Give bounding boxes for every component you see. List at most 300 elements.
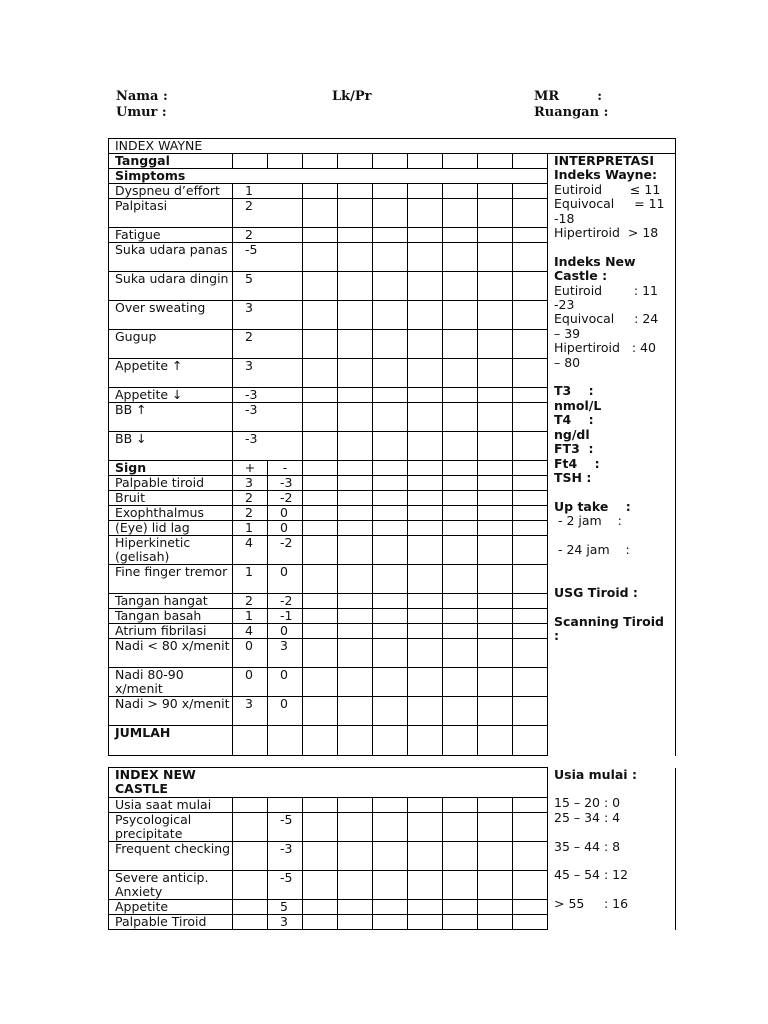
patient-name-label: Nama : — [116, 89, 168, 104]
score-entry-cell[interactable] — [513, 871, 548, 900]
score-entry-cell[interactable] — [443, 461, 478, 476]
score-entry-cell[interactable] — [443, 228, 478, 243]
score-entry-cell[interactable] — [338, 798, 373, 813]
score-entry-cell[interactable] — [478, 506, 513, 521]
score-entry-cell[interactable] — [408, 491, 443, 506]
total-label: JUMLAH — [109, 726, 233, 756]
score-entry-cell[interactable] — [478, 915, 513, 930]
newcastle-label: Frequent checking — [109, 842, 233, 871]
score-entry-cell[interactable] — [373, 521, 408, 536]
room-label: Ruangan : — [534, 105, 609, 120]
score-entry-cell[interactable] — [303, 813, 338, 842]
score-entry-cell[interactable] — [478, 359, 513, 388]
score-entry-cell[interactable] — [303, 403, 338, 432]
score-entry-cell[interactable] — [408, 871, 443, 900]
newcastle-label: Severe anticip. Anxiety — [109, 871, 233, 900]
score-entry-cell[interactable] — [373, 388, 408, 403]
score-entry-cell[interactable] — [408, 798, 443, 813]
score-entry-cell[interactable] — [443, 476, 478, 491]
score-entry-cell[interactable] — [408, 228, 443, 243]
score-entry-cell[interactable] — [443, 900, 478, 915]
score-entry-cell[interactable] — [373, 272, 408, 301]
score-entry-cell[interactable] — [338, 491, 373, 506]
score-entry-cell[interactable] — [408, 461, 443, 476]
score-entry-cell[interactable] — [408, 594, 443, 609]
usia-range-2-age: 25 – 34 — [554, 809, 601, 825]
score-entry-cell[interactable] — [443, 565, 478, 594]
usia-range-2-score: : 4 — [604, 809, 621, 825]
score-entry-cell[interactable] — [513, 506, 548, 521]
usia-range-5-score: : 16 — [604, 896, 629, 912]
interp-eutiroid-nc-range: -23 — [554, 297, 575, 313]
sign-minus-score: 0 — [268, 697, 303, 726]
score-entry-cell[interactable] — [373, 842, 408, 871]
score-entry-cell[interactable] — [478, 228, 513, 243]
score-entry-cell[interactable] — [478, 624, 513, 639]
score-entry-cell[interactable] — [408, 330, 443, 359]
score-entry-cell[interactable] — [478, 798, 513, 813]
total-cell[interactable] — [338, 726, 373, 756]
score-entry-cell[interactable] — [478, 199, 513, 228]
score-entry-cell[interactable] — [513, 536, 548, 565]
score-entry-cell[interactable] — [408, 639, 443, 668]
score-entry-cell[interactable] — [303, 536, 338, 565]
score-entry-cell[interactable] — [513, 476, 548, 491]
score-entry-cell[interactable] — [303, 388, 338, 403]
score-entry-cell[interactable] — [443, 359, 478, 388]
score-entry-cell[interactable] — [443, 668, 478, 697]
score-entry-cell[interactable] — [338, 521, 373, 536]
score-entry-cell[interactable] — [408, 624, 443, 639]
score-entry-cell[interactable] — [513, 359, 548, 388]
score-entry-cell[interactable] — [408, 565, 443, 594]
score-entry-cell[interactable] — [408, 432, 443, 461]
date-cell[interactable] — [373, 154, 408, 169]
newcastle-score: -5 — [268, 871, 303, 900]
score-entry-cell[interactable] — [443, 506, 478, 521]
score-entry-cell[interactable] — [443, 594, 478, 609]
score-entry-cell[interactable] — [513, 639, 548, 668]
interp-equivocal-nc: Equivocal : 24 — [554, 311, 659, 327]
interp-eutiroid-nc: Eutiroid : 11 — [554, 282, 658, 298]
score-entry-cell[interactable] — [478, 491, 513, 506]
sign-minus-score: -2 — [268, 491, 303, 506]
score-entry-cell[interactable] — [303, 565, 338, 594]
score-entry-cell[interactable] — [478, 432, 513, 461]
sign-plus-score: 3 — [233, 476, 268, 491]
score-entry-cell[interactable] — [408, 697, 443, 726]
score-entry-cell[interactable] — [303, 900, 338, 915]
score-entry-cell[interactable] — [443, 330, 478, 359]
usia-range-4-score: : 12 — [604, 867, 629, 883]
symptom-label: Palpitasi — [109, 199, 233, 228]
score-entry-cell[interactable] — [408, 199, 443, 228]
score-entry-cell[interactable] — [478, 403, 513, 432]
score-entry-cell[interactable] — [303, 432, 338, 461]
sign-label: Atrium fibrilasi — [109, 624, 233, 639]
score-entry-cell[interactable] — [373, 565, 408, 594]
score-entry-cell[interactable] — [443, 915, 478, 930]
score-entry-cell[interactable] — [408, 813, 443, 842]
score-entry-cell[interactable] — [513, 565, 548, 594]
sign-minus-score: 0 — [268, 506, 303, 521]
date-cell[interactable] — [408, 154, 443, 169]
score-entry-cell[interactable] — [513, 461, 548, 476]
score-entry-cell[interactable] — [373, 915, 408, 930]
score-entry-cell[interactable] — [373, 609, 408, 624]
score-entry-cell[interactable] — [373, 871, 408, 900]
score-entry-cell[interactable] — [303, 639, 338, 668]
score-entry-cell[interactable] — [513, 199, 548, 228]
score-entry-cell[interactable] — [303, 228, 338, 243]
score-entry-cell[interactable] — [513, 915, 548, 930]
score-entry-cell[interactable] — [513, 798, 548, 813]
score-entry-cell[interactable] — [373, 594, 408, 609]
score-entry-cell[interactable] — [478, 668, 513, 697]
symptom-label: Suka udara dingin — [109, 272, 233, 301]
sign-label: Exophthalmus — [109, 506, 233, 521]
sign-plus-score: 2 — [233, 491, 268, 506]
total-cell[interactable] — [478, 726, 513, 756]
newcastle-score: 5 — [268, 900, 303, 915]
sign-minus-score: -2 — [268, 536, 303, 565]
score-entry-cell[interactable] — [513, 697, 548, 726]
score-entry-cell[interactable] — [338, 506, 373, 521]
score-entry-cell[interactable] — [443, 403, 478, 432]
score-entry-cell[interactable] — [338, 301, 373, 330]
score-entry-cell[interactable] — [338, 871, 373, 900]
score-entry-cell[interactable] — [338, 915, 373, 930]
score-entry-cell[interactable] — [443, 388, 478, 403]
symptom-score: 5 — [233, 272, 303, 301]
score-entry-cell[interactable] — [478, 272, 513, 301]
score-entry-cell[interactable] — [408, 359, 443, 388]
score-entry-cell[interactable] — [443, 842, 478, 871]
score-entry-cell[interactable] — [513, 842, 548, 871]
usia-range-4-age: 45 – 54 — [554, 867, 601, 883]
score-entry-cell[interactable] — [338, 199, 373, 228]
symptom-label: Appetite ↓ — [109, 388, 233, 403]
score-entry-cell[interactable] — [303, 301, 338, 330]
score-entry-cell[interactable] — [373, 697, 408, 726]
score-entry-cell[interactable] — [443, 813, 478, 842]
newcastle-blank — [233, 915, 268, 930]
sign-plus-header: + — [233, 461, 268, 476]
score-entry-cell[interactable] — [303, 697, 338, 726]
symptom-score: -3 — [233, 403, 303, 432]
interp-nc-title-2: Castle : — [554, 268, 608, 284]
score-entry-cell[interactable] — [443, 639, 478, 668]
score-entry-cell[interactable] — [513, 624, 548, 639]
date-cell[interactable] — [233, 154, 268, 169]
total-cell[interactable] — [303, 726, 338, 756]
symptom-score: -3 — [233, 432, 303, 461]
score-entry-cell[interactable] — [513, 491, 548, 506]
score-entry-cell[interactable] — [338, 697, 373, 726]
score-entry-cell[interactable] — [373, 403, 408, 432]
score-entry-cell[interactable] — [408, 243, 443, 272]
score-entry-cell[interactable] — [303, 184, 338, 199]
score-entry-cell[interactable] — [338, 813, 373, 842]
usia-range-1-age: 15 – 20 — [554, 795, 601, 811]
score-entry-cell[interactable] — [478, 813, 513, 842]
date-cell[interactable] — [338, 154, 373, 169]
sign-label: Palpable tiroid — [109, 476, 233, 491]
score-entry-cell[interactable] — [478, 243, 513, 272]
score-entry-cell[interactable] — [338, 228, 373, 243]
score-entry-cell[interactable] — [408, 536, 443, 565]
score-entry-cell[interactable] — [373, 432, 408, 461]
lab-t3-unit: nmol/L — [554, 397, 602, 413]
score-entry-cell[interactable] — [408, 842, 443, 871]
score-entry-cell[interactable] — [338, 330, 373, 359]
score-entry-cell[interactable] — [303, 330, 338, 359]
score-entry-cell[interactable] — [338, 461, 373, 476]
score-entry-cell[interactable] — [338, 565, 373, 594]
score-entry-cell[interactable] — [478, 330, 513, 359]
score-entry-cell[interactable] — [443, 184, 478, 199]
score-entry-cell[interactable] — [338, 403, 373, 432]
score-entry-cell[interactable] — [443, 871, 478, 900]
score-entry-cell[interactable] — [303, 624, 338, 639]
score-entry-cell[interactable] — [443, 536, 478, 565]
score-entry-cell[interactable] — [338, 388, 373, 403]
score-entry-cell[interactable] — [408, 506, 443, 521]
score-entry-cell[interactable] — [478, 871, 513, 900]
score-entry-cell[interactable] — [478, 184, 513, 199]
score-entry-cell[interactable] — [373, 506, 408, 521]
score-entry-cell[interactable] — [338, 594, 373, 609]
sign-plus-score: 1 — [233, 565, 268, 594]
score-entry-cell[interactable] — [478, 639, 513, 668]
total-cell[interactable] — [233, 726, 268, 756]
sign-label: Bruit — [109, 491, 233, 506]
symptom-label: Fatigue — [109, 228, 233, 243]
sign-label: Hiperkinetic (gelisah) — [109, 536, 233, 565]
score-entry-cell[interactable] — [303, 476, 338, 491]
interp-equivocal-nc-range: – 39 — [554, 325, 581, 341]
score-entry-cell[interactable] — [373, 536, 408, 565]
score-entry-cell[interactable] — [443, 301, 478, 330]
score-entry-cell[interactable] — [338, 476, 373, 491]
score-entry-cell[interactable] — [303, 609, 338, 624]
score-entry-cell[interactable] — [478, 697, 513, 726]
score-entry-cell[interactable] — [303, 506, 338, 521]
score-entry-cell[interactable] — [443, 697, 478, 726]
newcastle-label: Usia saat mulai — [109, 798, 233, 813]
score-entry-cell[interactable] — [303, 491, 338, 506]
interp-eutiroid-wayne: Eutiroid ≤ 11 — [554, 181, 661, 197]
score-entry-cell[interactable] — [408, 184, 443, 199]
sign-plus-score: 1 — [233, 609, 268, 624]
symptom-score: 2 — [233, 228, 303, 243]
score-entry-cell[interactable] — [303, 521, 338, 536]
score-entry-cell[interactable] — [303, 461, 338, 476]
score-entry-cell[interactable] — [513, 594, 548, 609]
score-entry-cell[interactable] — [478, 388, 513, 403]
score-entry-cell[interactable] — [373, 243, 408, 272]
sign-minus-score: -3 — [268, 476, 303, 491]
score-entry-cell[interactable] — [338, 900, 373, 915]
score-entry-cell[interactable] — [373, 900, 408, 915]
score-entry-cell[interactable] — [373, 228, 408, 243]
score-entry-cell[interactable] — [373, 461, 408, 476]
score-entry-cell[interactable] — [443, 624, 478, 639]
score-entry-cell[interactable] — [513, 330, 548, 359]
score-entry-cell[interactable] — [408, 476, 443, 491]
score-entry-cell[interactable] — [408, 609, 443, 624]
newcastle-blank — [233, 900, 268, 915]
score-entry-cell[interactable] — [513, 272, 548, 301]
total-cell[interactable] — [373, 726, 408, 756]
score-entry-cell[interactable] — [513, 243, 548, 272]
score-entry-cell[interactable] — [513, 301, 548, 330]
score-entry-cell[interactable] — [303, 594, 338, 609]
sign-plus-score: 0 — [233, 668, 268, 697]
score-entry-cell[interactable] — [338, 243, 373, 272]
score-entry-cell[interactable] — [408, 900, 443, 915]
score-entry-cell[interactable] — [303, 668, 338, 697]
score-entry-cell[interactable] — [303, 798, 338, 813]
score-entry-cell[interactable] — [373, 359, 408, 388]
total-cell[interactable] — [513, 726, 548, 756]
score-entry-cell[interactable] — [303, 243, 338, 272]
score-entry-cell[interactable] — [478, 461, 513, 476]
interp-equivocal-wayne: Equivocal = 11 — [554, 196, 665, 212]
score-entry-cell[interactable] — [338, 624, 373, 639]
symptom-label: BB ↑ — [109, 403, 233, 432]
newcastle-blank — [233, 871, 268, 900]
score-entry-cell[interactable] — [408, 915, 443, 930]
score-entry-cell[interactable] — [513, 432, 548, 461]
score-entry-cell[interactable] — [303, 915, 338, 930]
newcastle-title-1: INDEX NEW — [115, 767, 196, 782]
wayne-index-table — [108, 138, 676, 756]
score-entry-cell[interactable] — [513, 813, 548, 842]
score-entry-cell[interactable] — [478, 565, 513, 594]
total-cell[interactable] — [408, 726, 443, 756]
total-cell[interactable] — [268, 726, 303, 756]
score-entry-cell[interactable] — [513, 521, 548, 536]
score-entry-cell[interactable] — [513, 609, 548, 624]
score-entry-cell[interactable] — [513, 228, 548, 243]
uptake-24h: - 24 jam : — [554, 541, 630, 557]
date-cell[interactable] — [478, 154, 513, 169]
tanggal-row — [109, 154, 676, 169]
score-entry-cell[interactable] — [478, 521, 513, 536]
score-entry-cell[interactable] — [478, 536, 513, 565]
score-entry-cell[interactable] — [513, 668, 548, 697]
score-entry-cell[interactable] — [338, 272, 373, 301]
sign-label: (Eye) lid lag — [109, 521, 233, 536]
score-entry-cell[interactable] — [303, 842, 338, 871]
score-entry-cell[interactable] — [443, 432, 478, 461]
symptom-score: 1 — [233, 184, 303, 199]
score-entry-cell[interactable] — [443, 272, 478, 301]
usia-range-5-age: > 55 — [554, 896, 585, 912]
score-entry-cell[interactable] — [443, 521, 478, 536]
uptake-2h: - 2 jam : — [554, 513, 622, 529]
score-entry-cell[interactable] — [443, 491, 478, 506]
score-entry-cell[interactable] — [338, 432, 373, 461]
score-entry-cell[interactable] — [478, 476, 513, 491]
score-entry-cell[interactable] — [303, 199, 338, 228]
symptom-score: 2 — [233, 199, 303, 228]
score-entry-cell[interactable] — [373, 624, 408, 639]
score-entry-cell[interactable] — [303, 359, 338, 388]
score-entry-cell[interactable] — [338, 668, 373, 697]
sign-plus-score: 2 — [233, 594, 268, 609]
symptom-label: Suka udara panas — [109, 243, 233, 272]
newcastle-score: 3 — [268, 915, 303, 930]
newcastle-index-table — [108, 767, 676, 930]
score-entry-cell[interactable] — [408, 668, 443, 697]
score-entry-cell[interactable] — [338, 184, 373, 199]
score-entry-cell[interactable] — [443, 199, 478, 228]
score-entry-cell[interactable] — [478, 842, 513, 871]
score-entry-cell[interactable] — [373, 330, 408, 359]
wayne-title: INDEX WAYNE — [109, 139, 676, 154]
date-cell[interactable] — [303, 154, 338, 169]
score-entry-cell[interactable] — [303, 272, 338, 301]
sign-plus-score: 2 — [233, 506, 268, 521]
score-entry-cell[interactable] — [408, 272, 443, 301]
date-cell[interactable] — [513, 154, 548, 169]
score-entry-cell[interactable] — [478, 900, 513, 915]
score-entry-cell[interactable] — [513, 388, 548, 403]
usia-range-4 — [554, 868, 675, 882]
score-entry-cell[interactable] — [513, 184, 548, 199]
score-entry-cell[interactable] — [443, 798, 478, 813]
interp-wayne-title: Indeks Wayne: — [554, 167, 657, 183]
usia-range-1 — [554, 796, 675, 810]
score-entry-cell[interactable] — [338, 639, 373, 668]
date-cell[interactable] — [443, 154, 478, 169]
score-entry-cell[interactable] — [373, 199, 408, 228]
date-cell[interactable] — [268, 154, 303, 169]
score-entry-cell[interactable] — [338, 609, 373, 624]
score-entry-cell[interactable] — [513, 403, 548, 432]
symptom-label: Gugup — [109, 330, 233, 359]
score-entry-cell[interactable] — [478, 594, 513, 609]
score-entry-cell[interactable] — [373, 668, 408, 697]
score-entry-cell[interactable] — [338, 536, 373, 565]
score-entry-cell[interactable] — [303, 871, 338, 900]
score-entry-cell[interactable] — [373, 798, 408, 813]
score-entry-cell[interactable] — [373, 813, 408, 842]
symptom-score: -3 — [233, 388, 303, 403]
score-entry-cell[interactable] — [478, 609, 513, 624]
sign-minus-score: 3 — [268, 639, 303, 668]
score-entry-cell[interactable] — [338, 359, 373, 388]
score-entry-cell[interactable] — [408, 403, 443, 432]
score-entry-cell[interactable] — [513, 900, 548, 915]
score-entry-cell[interactable] — [373, 301, 408, 330]
score-entry-cell[interactable] — [443, 243, 478, 272]
score-entry-cell[interactable] — [408, 388, 443, 403]
score-entry-cell[interactable] — [373, 184, 408, 199]
score-entry-cell[interactable] — [478, 301, 513, 330]
score-entry-cell[interactable] — [443, 609, 478, 624]
score-entry-cell[interactable] — [408, 521, 443, 536]
score-entry-cell[interactable] — [338, 842, 373, 871]
newcastle-score: -3 — [268, 842, 303, 871]
score-entry-cell[interactable] — [373, 491, 408, 506]
score-entry-cell[interactable] — [373, 639, 408, 668]
total-cell[interactable] — [443, 726, 478, 756]
score-entry-cell[interactable] — [408, 301, 443, 330]
score-entry-cell[interactable] — [373, 476, 408, 491]
